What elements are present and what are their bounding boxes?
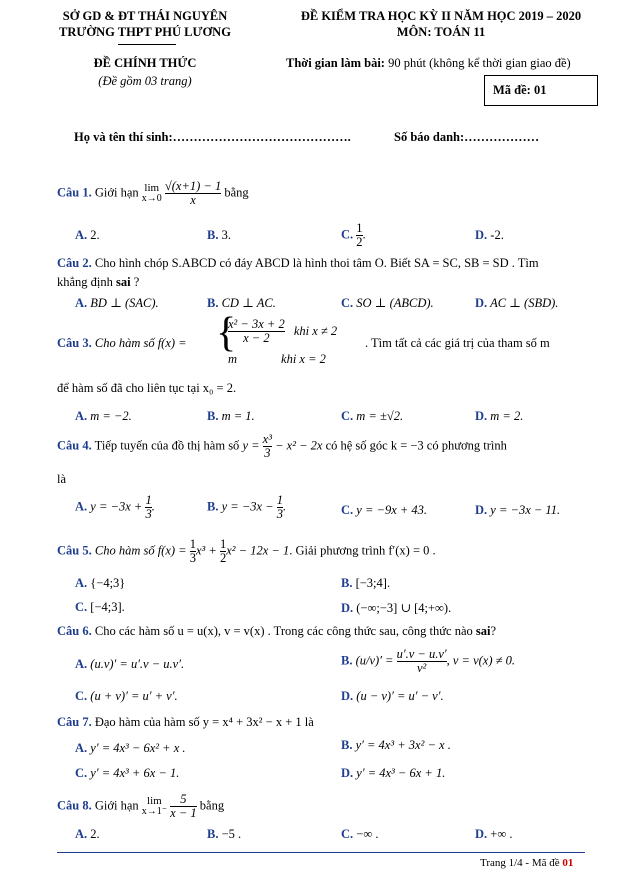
time-value: 90 phút (không kể thời gian giao đề): [384, 56, 571, 70]
q6-option-c: C. (u + v)′ = u′ + v′.: [75, 689, 178, 703]
question-1: [57, 180, 249, 207]
q8-option-c: C. −∞ .: [341, 827, 379, 841]
q3-option-c: C. m = ±√2.: [341, 409, 404, 423]
q7-option-b: B. y′ = 4x³ + 3x² − x .: [341, 738, 451, 752]
q5-option-a: A. {−4;3}: [75, 576, 126, 590]
q4-option-d: D. y = −3x − 11.: [475, 503, 561, 517]
q4-option-b: B. y = −3x − $\frac{1}{3}$ .: [207, 493, 287, 522]
question-text: Giới hạn: [94, 185, 139, 200]
piecewise-brace: {: [216, 310, 237, 356]
exam-code: Mã đề: 01: [493, 83, 547, 97]
q4-option-c: C. y = −9x + 43.: [341, 503, 428, 517]
pages-note: (Đề gồm 03 trang): [98, 74, 192, 88]
official-label: ĐỀ CHÍNH THỨC: [93, 56, 197, 70]
q2-option-b: B. CD ⊥ AC.: [207, 296, 276, 310]
q5-option-c: C. [−4;3].: [75, 600, 125, 614]
question-3: Câu 3. Cho hàm số f(x) =: [57, 336, 187, 350]
q8-option-b: B. −5 .: [207, 827, 242, 841]
q1-option-c: C. $\frac{1}{2}$ .: [341, 221, 366, 250]
q1-option-b: B. 3.: [207, 228, 231, 242]
q3-option-a: A. m = −2.: [75, 409, 132, 423]
q1-option-a: A. 2.: [75, 228, 100, 242]
q5-option-b: B. [−3;4].: [341, 576, 391, 590]
question-2-line2: khẳng định sai ?: [57, 275, 140, 289]
time-label: Thời gian làm bài:: [286, 56, 385, 70]
q3-option-b: B. m = 1.: [207, 409, 255, 423]
student-id-field: Số báo danh:………………: [394, 130, 540, 144]
piecewise-case-2: m khi x = 2: [228, 352, 326, 366]
question-8: Câu 8. Giới hạn lim x→1⁻ $\frac{5}{x - 1}$ bằng: [57, 792, 225, 821]
q6-option-b: B. (u/v)′ = $\frac{u'.v - u.v'}{\text{v²}}$ , v = v(x) ≠ 0.: [341, 647, 515, 676]
q7-option-c: C. y′ = 4x³ + 6x − 1.: [75, 766, 180, 780]
q2-option-c: C. SO ⊥ (ABCD).: [341, 296, 434, 310]
q2-option-d: D. AC ⊥ (SBD).: [475, 296, 559, 310]
footer-rule: [57, 852, 585, 853]
question-2: Câu 2. Cho hình chóp S.ABCD có đáy ABCD là hình thoi tâm O. Biết SA = SC, SB = SD . Tìm: [57, 256, 539, 270]
q8-option-a: A. 2.: [75, 827, 100, 841]
q2-option-a: A. BD ⊥ (SAC).: [75, 296, 159, 310]
question-3-line2: để hàm số đã cho liên tục tại x₀ = 2.: [57, 381, 237, 395]
question-7: Câu 7. Đạo hàm của hàm số y = x⁴ + 3x² − x + 1 là: [57, 715, 314, 729]
question-3-tail: . Tìm tất cả các giá trị của tham số m: [365, 336, 550, 350]
q5-option-d: D. (−∞;−3] ∪ [4;+∞).: [341, 601, 452, 615]
q8-option-d: D. +∞ .: [475, 827, 513, 841]
fraction: $\frac{√(x+1) - 1}{x}$: [164, 179, 222, 208]
footer-page: Trang 1/4 - Mã đề 01: [480, 857, 574, 869]
header-school-dept: SỞ GD & ĐT THÁI NGUYÊN: [62, 9, 228, 23]
q6-option-d: D. (u − v)′ = u′ − v′.: [341, 689, 444, 703]
question-label: Câu 1.: [57, 185, 92, 200]
q1-option-d: D. -2.: [475, 228, 504, 242]
header-underline-left: [118, 44, 176, 45]
question-4: Câu 4. Tiếp tuyến của đồ thị hàm số y = $\frac{\text{x³}}{3}$ − x² − 2x có hệ số góc k = −3 có phương trình: [57, 432, 507, 461]
limit-operator: lim x→0: [141, 181, 162, 205]
header-exam-title: ĐỀ KIỂM TRA HỌC KỲ II NĂM HỌC 2019 – 2020: [300, 9, 582, 23]
question-text-end: bằng: [224, 185, 249, 200]
question-4-line2: là: [57, 472, 67, 486]
exam-code-box: [484, 75, 598, 106]
question-5: Câu 5. Cho hàm số f(x) = $\frac{1}{3}$ x³ + $\frac{1}{2}$ x² − 12x − 1. Giải phương trình f′(x) = 0 .: [57, 537, 436, 566]
piecewise-case-1: $\frac{\text{x² − 3x + 2}}{x - 2}$ khi x ≠ 2: [228, 317, 338, 346]
student-name-field: Họ và tên thí sinh:…………………………………….: [74, 130, 351, 144]
q3-option-d: D. m = 2.: [475, 409, 524, 423]
header-subject: MÔN: TOÁN 11: [396, 25, 486, 39]
q6-option-a: A. (u.v)′ = u′.v − u.v′.: [75, 657, 185, 671]
header-school-name: TRƯỜNG THPT PHÚ LƯƠNG: [59, 25, 231, 39]
question-6: Câu 6. Cho các hàm số u = u(x), v = v(x) . Trong các công thức sau, công thức nào sai?: [57, 624, 497, 638]
q7-option-d: D. y′ = 4x³ − 6x + 1.: [341, 766, 446, 780]
time-line: [286, 56, 571, 71]
q4-option-a: A. y = −3x + $\frac{1}{3}$ .: [75, 493, 155, 522]
q7-option-a: A. y′ = 4x³ − 6x² + x .: [75, 741, 186, 755]
